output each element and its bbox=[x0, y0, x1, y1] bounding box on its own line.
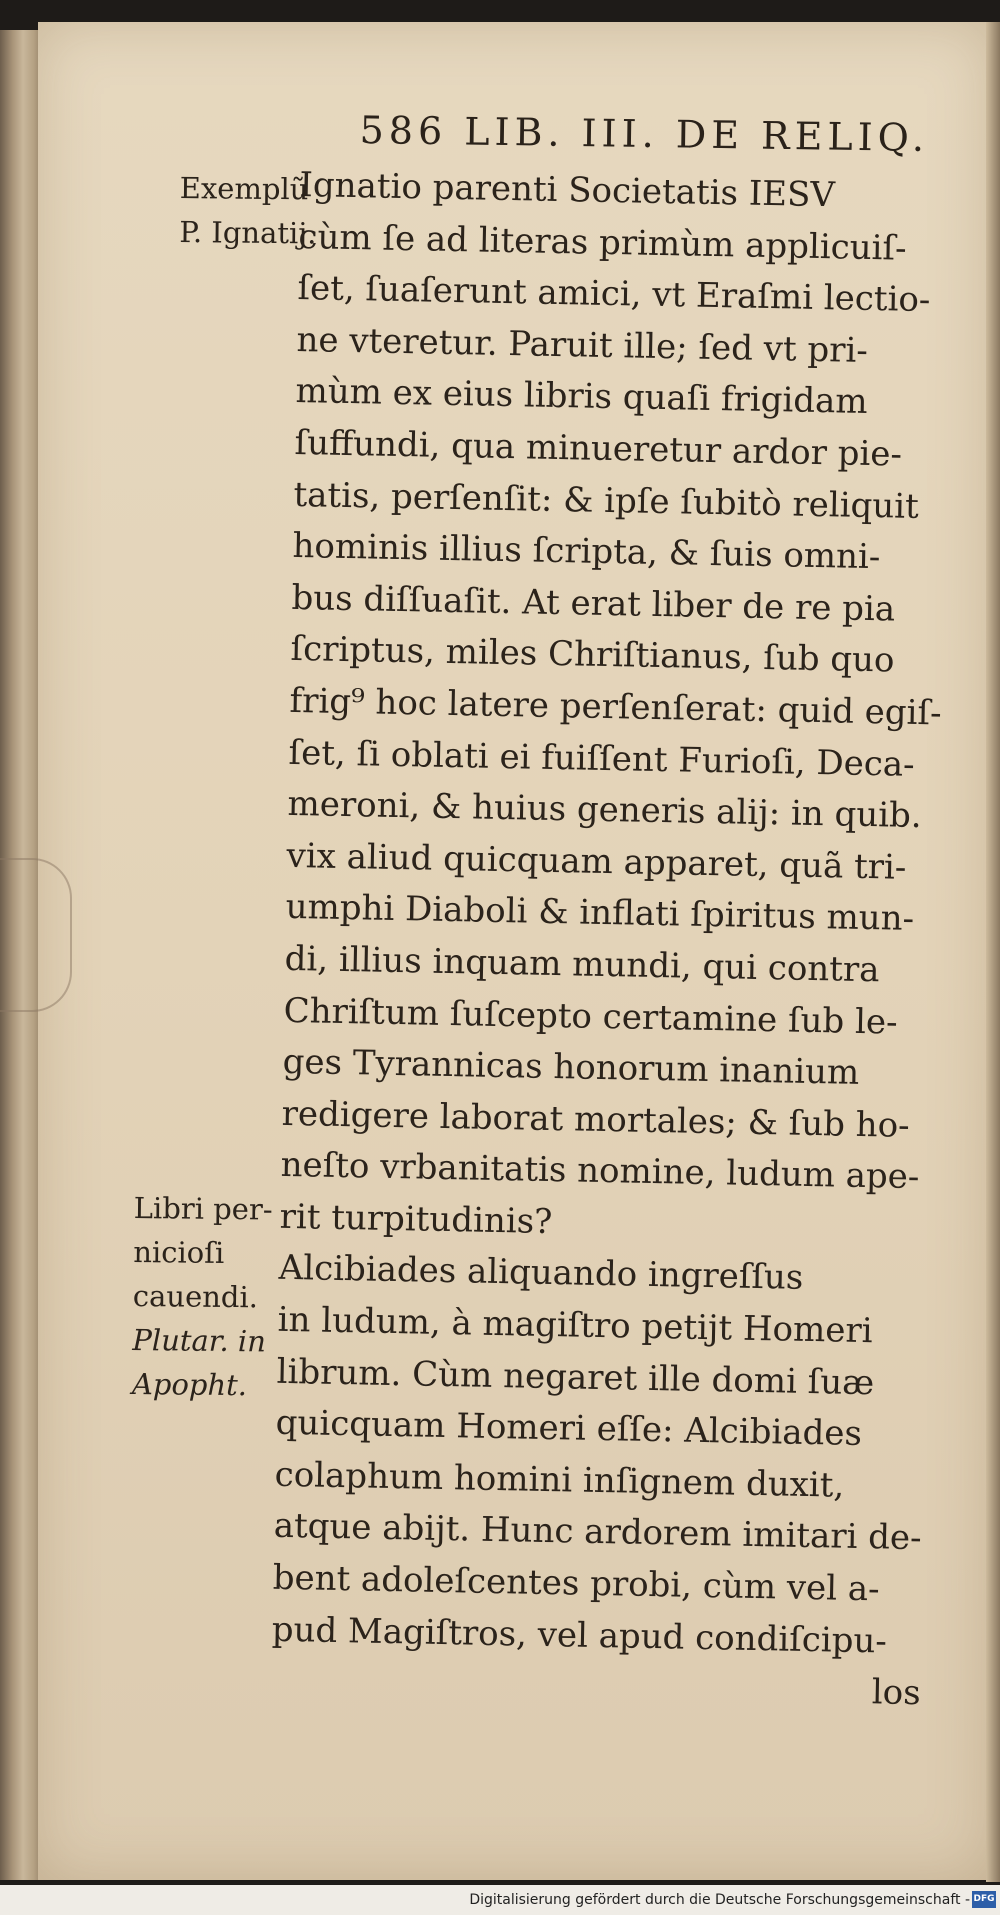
margin-note-line: Apopht. bbox=[131, 1366, 248, 1403]
text-line: vix aliud quicquam apparet, quã tri- bbox=[286, 835, 907, 888]
text-line: tatis, perſenſit: & ipſe ſubitò reliquit bbox=[293, 474, 920, 527]
text-line: librum. Cùm negaret ille domi ſuæ bbox=[276, 1351, 875, 1403]
text-line: ſcriptus, miles Chriſtianus, ſub quo bbox=[290, 629, 895, 681]
margin-note-line: nicioſi bbox=[133, 1234, 225, 1270]
text-line: ſet, ſuaſerunt amici, vt Eraſmi lectio- bbox=[297, 268, 931, 321]
margin-note-line: P. Ignatij. bbox=[179, 214, 317, 251]
page-edge bbox=[986, 22, 1000, 1882]
text-line: ſuffundi, qua minueretur ardor pie- bbox=[294, 422, 903, 475]
text-line: ges Tyrannicas honorum inanium bbox=[282, 1041, 860, 1093]
text-line: Alcibiades aliquando ingreſſus bbox=[278, 1248, 804, 1299]
running-head: 586 LIB. III. DE RELIQ. bbox=[359, 108, 930, 160]
text-line: in ludum, à magiſtro petijt Homeri bbox=[277, 1299, 873, 1352]
margin-note-line: Plutar. in bbox=[132, 1322, 267, 1359]
margin-note-line: cauendi. bbox=[132, 1278, 259, 1315]
footer-bar bbox=[0, 1885, 1000, 1915]
body-text bbox=[270, 160, 960, 1720]
text-line: hominis illius ſcripta, & ſuis omni- bbox=[292, 526, 881, 578]
text-line: atque abijt. Hunc ardorem imitari de- bbox=[273, 1506, 923, 1559]
text-line: umphi Diaboli & inflati ſpiritus mun- bbox=[285, 887, 915, 940]
text-line: redigere laborat mortales; & ſub ho- bbox=[281, 1093, 911, 1146]
text-line: meroni, & huius generis alij: in quib. bbox=[287, 784, 923, 837]
text-line: rit turpitudinis? bbox=[279, 1196, 553, 1242]
text-line: quicquam Homeri eſſe: Alcibiades bbox=[275, 1403, 863, 1455]
margin-note-line: Exemplũ bbox=[179, 170, 309, 207]
margin-note-exemplum bbox=[179, 166, 317, 255]
clasp-shadow bbox=[0, 858, 72, 1012]
catchword: los bbox=[871, 1672, 922, 1714]
text-line: frig⁹ hoc latere perſenſerat: quid egiſ- bbox=[289, 680, 942, 734]
margin-note-libri bbox=[132, 1186, 273, 1407]
text-line: cùm ſe ad literas primùm applicuiſ- bbox=[298, 216, 907, 269]
footer-credit: Digitalisierung gefördert durch die Deutsche Forschungsgemeinschaft - bbox=[469, 1892, 970, 1908]
dfg-logo-icon: DFG bbox=[972, 1891, 996, 1908]
text-line: mùm ex eius libris quaſi frigidam bbox=[295, 371, 868, 423]
text-line: ne vteretur. Paruit ille; ſed vt pri- bbox=[296, 319, 869, 371]
text-line: Ignatio parenti Societatis IESV bbox=[299, 164, 836, 216]
text-line: ſet, ſi oblati ei fuiſſent Furioſi, Deca- bbox=[288, 732, 916, 785]
text-line: Chriſtum ſuſcepto certamine ſub le- bbox=[283, 990, 898, 1043]
text-line: pud Magiſtros, vel apud condiſcipu- bbox=[271, 1609, 888, 1662]
text-line: bent adoleſcentes probi, cùm vel a- bbox=[272, 1557, 880, 1610]
text-line: colaphum homini inſignem duxit, bbox=[274, 1454, 845, 1506]
text-line: di, illius inquam mundi, qui contra bbox=[284, 938, 880, 991]
margin-note-line: Libri per- bbox=[133, 1190, 273, 1227]
text-line: bus diſſuaſit. At erat liber de re pia bbox=[291, 577, 896, 630]
text-line: neſto vrbanitatis nomine, ludum ape- bbox=[280, 1145, 920, 1198]
